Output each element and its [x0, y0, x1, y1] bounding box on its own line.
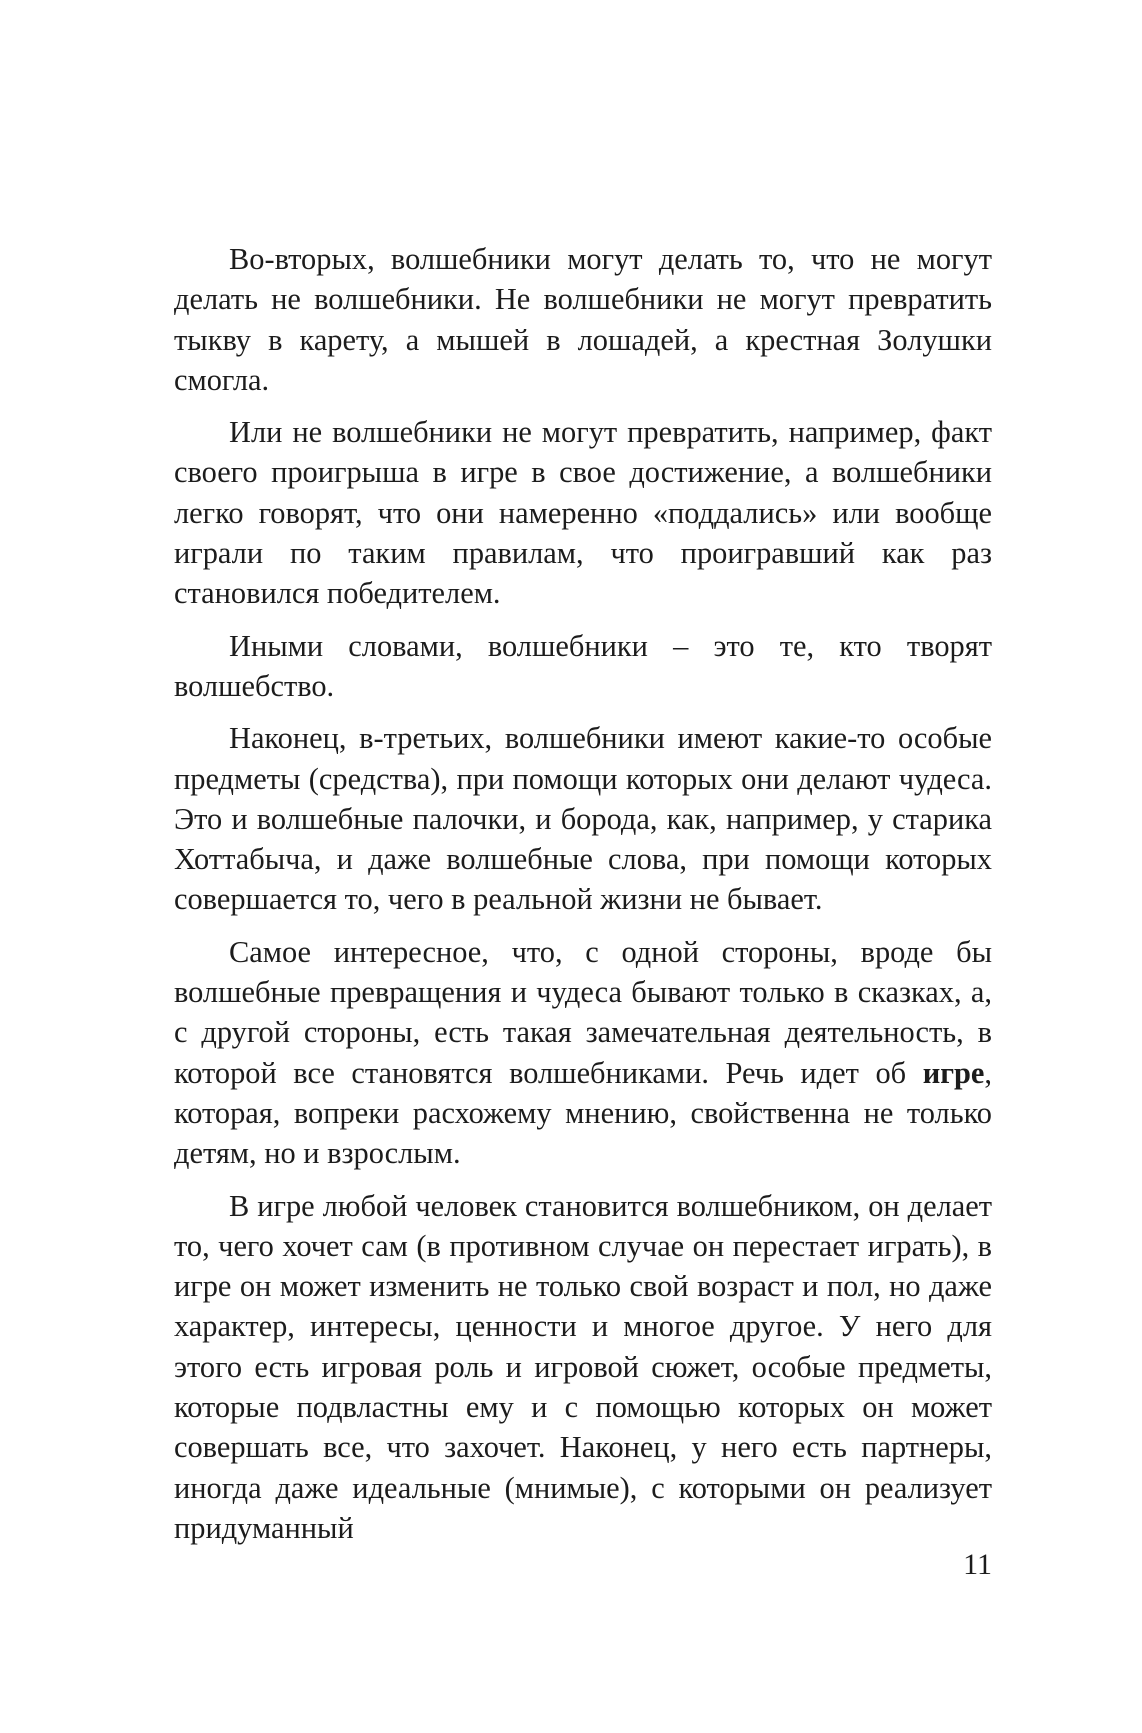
- paragraph: В игре любой человек становится волшебником, он делает то, чего хочет сам (в противном случае он перестает играть), в игре он может изменить не только свой возраст и пол, но даже характер, интересы, ценности и многое другое. У него для этого есть игровая роль и игровой сюжет, особые предметы, которые подвластны ему и с помощью которых он может совершать все, что захочет. Наконец, у него есть партнеры, иногда даже идеальные (мнимые), с которыми он реализует придуманный: [174, 1188, 992, 1545]
- paragraph: Во-вторых, волшебники могут делать то, что не могут делать не волшебники. Не волшебники не могут превратить тыкву в карету, а мышей в лошадей, а крестная Золушки смогла.: [174, 242, 992, 397]
- body-text: [174, 239, 992, 1548]
- paragraph: Иными словами, волшебники – это те, кто творят волшебство.: [174, 628, 992, 703]
- paragraph: Или не волшебники не могут превратить, например, факт своего проигрыша в игре в свое достижение, а волшебники легко говорят, что они намеренно «поддались» или вообще играли по таким правилам, что проигравший как раз становился победителем.: [174, 415, 992, 611]
- paragraph-text: Самое интересное, что, с одной стороны, вроде бы волшебные превращения и чудеса бывают только в сказках, а, с другой стороны, есть такая замечательная деятельность, в которой все становятся волшебниками. Речь идет об: [174, 934, 992, 1090]
- page-number: 11: [963, 1548, 992, 1581]
- paragraph: [174, 932, 992, 1174]
- emphasized-term: игре: [922, 1055, 985, 1090]
- paragraph: Наконец, в-третьих, волшебники имеют какие-то особые предметы (средства), при помощи которых они делают чудеса. Это и волшебные палочки, и борода, как, например, у старика Хоттабыча, и даже волшебные слова, при помощи которых совершается то, чего в реальной жизни не бывает.: [174, 721, 992, 917]
- paragraph-text: , которая, вопреки расхожему мнению, свойственна не только детям, но и взрослым.: [174, 1055, 992, 1171]
